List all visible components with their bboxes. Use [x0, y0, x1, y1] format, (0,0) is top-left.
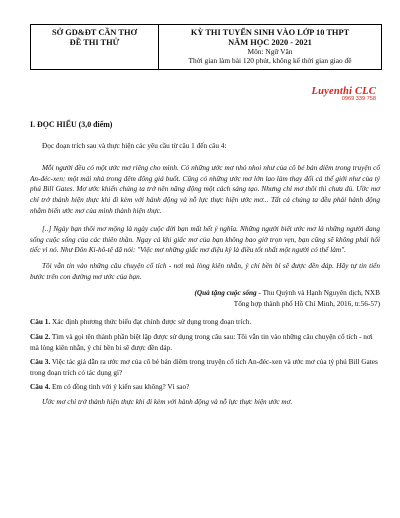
subject-line: Môn: Ngữ Văn: [247, 47, 293, 57]
instruction: Đọc đoạn trích sau và thực hiện các yêu cầu từ câu 1 đến câu 4:: [42, 141, 227, 150]
question-3: [30, 357, 380, 378]
question-text: Em có đồng tình với ý kiến sau không? Vì sao?: [50, 383, 190, 392]
citation-line-2: Tổng hợp thành phố Hồ Chí Minh, 2016, tr.56-57): [233, 299, 380, 308]
question-text: Việc tác giả dẫn ra ước mơ của cô bé bán diêm trong truyện cổ tích An-đéc-xen và ước mơ của tỷ phú Bill Gates trong đoạn trích có tác dụng gì?: [30, 358, 378, 377]
time-limit: Thời gian làm bài 120 phút, không kể thời gian giao đề: [188, 56, 352, 66]
citation-authors: - Thu Quỳnh và Hạnh Nguyên dịch, NXB: [256, 289, 380, 298]
citation-title: (Quà tặng cuộc sống: [194, 289, 257, 298]
section-title: I. ĐỌC HIỂU (3,0 điểm): [30, 120, 113, 129]
question-label: Câu 4.: [30, 383, 51, 392]
passage-paragraph-3: Tôi vẫn tin vào những câu chuyện cổ tích - nơi mà lòng kiên nhẫn, ý chí bền bỉ sẽ được đền đáp. Hãy tự tin tiến bước trên con đường mơ ước của bạn.: [30, 261, 380, 281]
quoted-opinion: Ước mơ chỉ trở thành hiện thực khi đi kèm với hành động và nỗ lực thực hiện ước mơ.: [42, 397, 293, 406]
brand-watermark: [311, 86, 376, 102]
exam-type: ĐỀ THI THỬ: [69, 37, 120, 47]
brand-name: Luyenthi CLC: [311, 86, 376, 97]
citation: [30, 288, 380, 309]
exam-content: [30, 120, 380, 407]
citation-line-1: [30, 288, 380, 299]
passage-paragraph-1: Mỗi người đều có một ước mơ riêng cho mình. Có những ước mơ nhỏ nhoi như của cô bé bán diêm trong truyện cổ An-đéc-xen: một mái nhà trong đêm đông giá buốt. Cũng có những ước mơ lớn lao làm thay đổi cả thế giới như của tỷ phú Bill Gates. Mơ ước khiến chúng ta trở nên năng động một cách sáng tạo. Nhưng chỉ mơ thôi thì chưa đủ. Ước mơ chỉ trở thành hiện thực khi đi kèm với hành động và nỗ lực thực hiện ước mơ... Tất cả chúng ta đều phải hành động nhằm biến ước mơ của mình thành hiện thực.: [30, 164, 380, 215]
brand-phone: 0969 339 758: [341, 96, 376, 102]
question-text: Tìm và gọi tên thành phần biệt lập được sử dụng trong câu sau: Tôi vẫn tin vào những câu chuyện cổ tích - nơi mà lòng kiên nhẫn, ý chí bền bỉ sẽ được đền đáp.: [30, 332, 373, 352]
question-4: [30, 382, 380, 393]
exam-title: KỲ THI TUYỂN SINH VÀO LỚP 10 THPT: [190, 28, 350, 37]
question-1: [30, 317, 380, 328]
question-2: [30, 332, 380, 353]
question-label: Câu 2.: [30, 332, 51, 341]
header-right: [159, 25, 381, 69]
exam-header: [30, 24, 382, 70]
question-label: Câu 1.: [30, 318, 51, 327]
passage-paragraph-2: [..] Ngày bạn thôi mơ mộng là ngày cuộc đời bạn mất hết ý nghĩa. Những người biết ước mơ là những người đang sống cuộc sống của các thiên thần. Ngay cả khi giấc mơ của bạn không bao giờ trọn vẹn, bạn cũng sẽ không phải hối tiếc vì nó. Như Đôn Ki-hô-tê đã nói: "Việc mơ những giấc mơ diệu kỳ là điều tốt nhất một người có thể làm".: [30, 225, 380, 255]
question-text: Xác định phương thức biểu đạt chính được sử dụng trong đoạn trích.: [50, 318, 252, 327]
school-year: NĂM HỌC 2020 - 2021: [228, 37, 312, 47]
header-left: [31, 25, 159, 69]
question-label: Câu 3.: [30, 358, 51, 367]
department-name: SỞ GD&ĐT CẦN THƠ: [51, 28, 138, 37]
